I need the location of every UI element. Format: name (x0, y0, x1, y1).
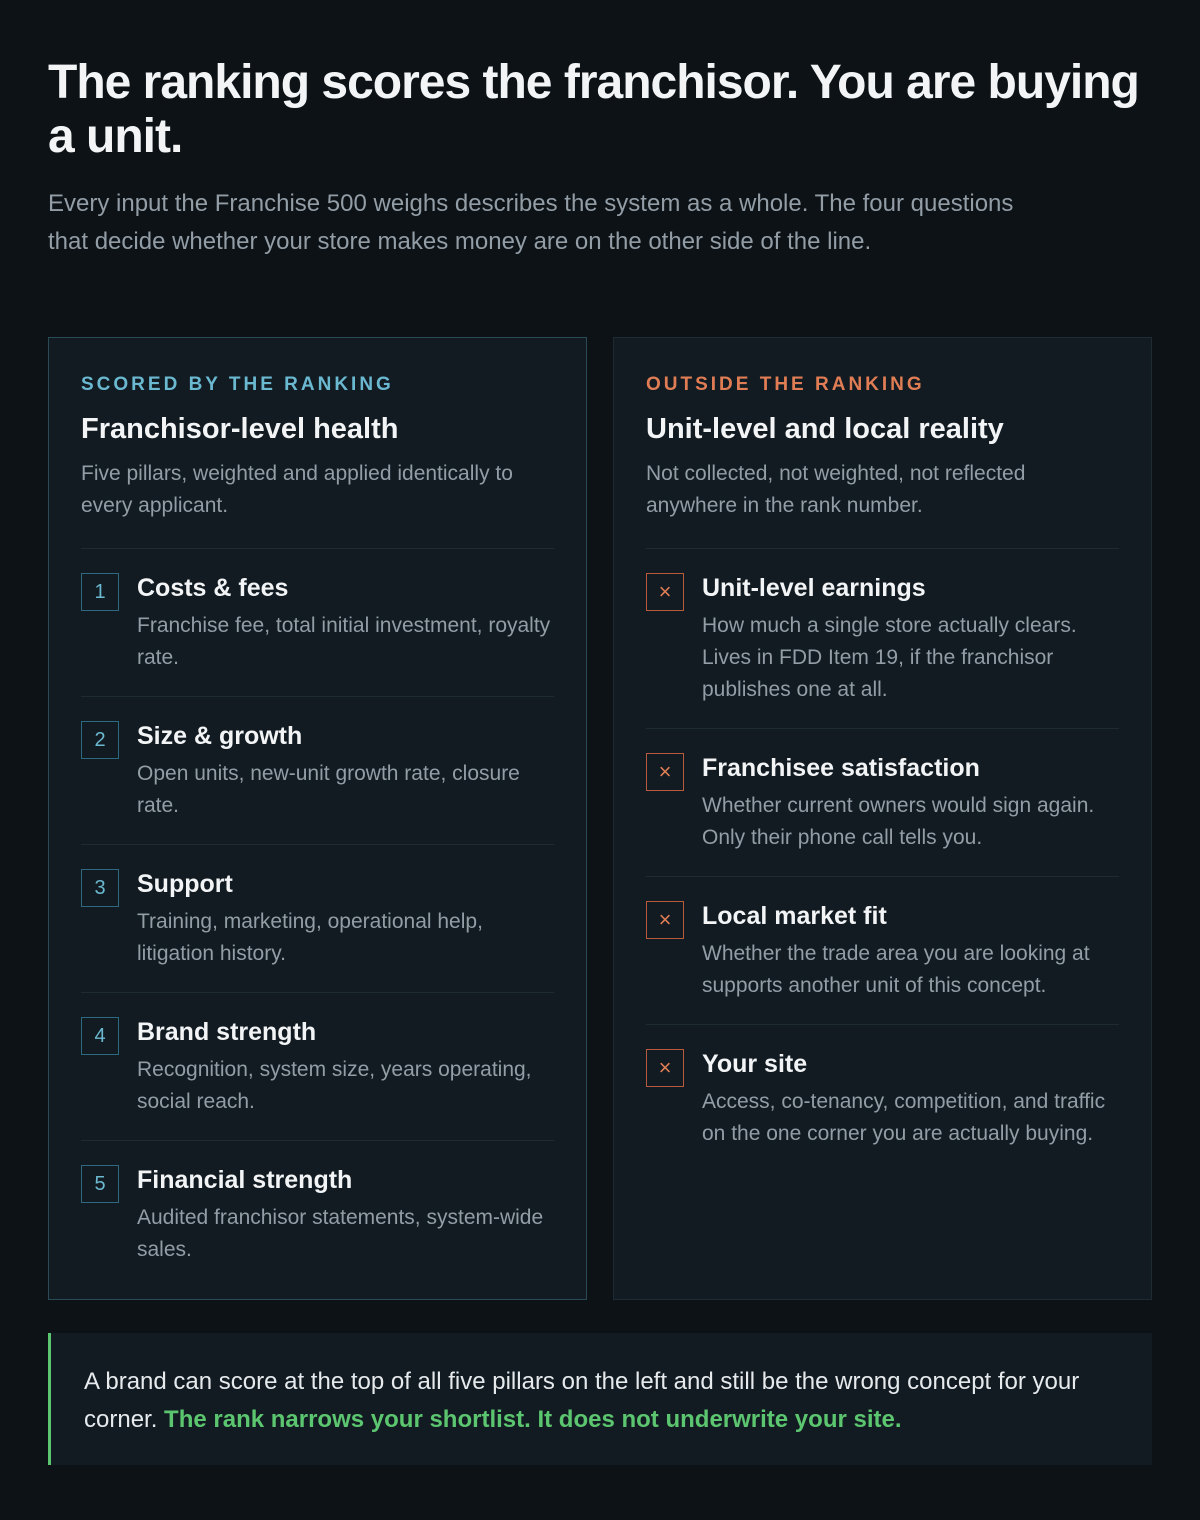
pillar-title: Brand strength (137, 1018, 317, 1046)
outside-card-title: Unit-level and local reality (646, 413, 1004, 445)
pillar-list (81, 548, 554, 1288)
scored-card (48, 337, 587, 1300)
scored-card-title: Franchisor-level health (81, 413, 399, 445)
x-icon: × (646, 573, 684, 611)
pillar-number-badge: 1 (81, 573, 119, 611)
callout-accent: The rank narrows your shortlist. It does not underwrite your site. (164, 1406, 902, 1433)
pillar-title: Costs & fees (137, 574, 289, 602)
excluded-item (646, 876, 1119, 1024)
x-icon: × (646, 901, 684, 939)
pillar-item (81, 992, 554, 1140)
pillar-item (81, 844, 554, 992)
pillar-description: Franchise fee, total initial investment, royalty rate. (137, 614, 551, 669)
pillar-number-badge: 2 (81, 721, 119, 759)
excluded-description: How much a single store actually clears. Lives in FDD Item 19, if the franchisor publishes one at all. (702, 614, 1077, 701)
excluded-list (646, 548, 1119, 1172)
pillar-number-badge: 4 (81, 1017, 119, 1055)
pillar-description: Audited franchisor statements, system-wide sales. (137, 1206, 544, 1261)
excluded-description: Whether the trade area you are looking at supports another unit of this concept. (702, 942, 1090, 997)
excluded-item (646, 728, 1119, 876)
excluded-item (646, 1024, 1119, 1172)
outside-card (613, 337, 1152, 1300)
scored-eyebrow: SCORED BY THE RANKING (81, 374, 394, 395)
pillar-title: Financial strength (137, 1166, 353, 1194)
intro-text: Every input the Franchise 500 weighs describes the system as a whole. The four questions that decide whether your store makes money are on the other side of the line. (48, 190, 1014, 255)
outside-eyebrow: OUTSIDE THE RANKING (646, 374, 925, 395)
pillar-item (81, 696, 554, 844)
excluded-description: Access, co-tenancy, competition, and traffic on the one corner you are actually buying. (702, 1090, 1106, 1145)
excluded-item (646, 548, 1119, 728)
x-icon: × (646, 1049, 684, 1087)
pillar-description: Training, marketing, operational help, litigation history. (137, 910, 483, 965)
pillar-number-badge: 5 (81, 1165, 119, 1203)
excluded-description: Whether current owners would sign again. Only their phone call tells you. (702, 794, 1095, 849)
excluded-title: Franchisee satisfaction (702, 754, 980, 782)
pillar-description: Open units, new-unit growth rate, closure rate. (137, 762, 520, 817)
pillar-item (81, 1140, 554, 1288)
pillar-number-badge: 3 (81, 869, 119, 907)
excluded-title: Unit-level earnings (702, 574, 926, 602)
outside-card-subtitle: Not collected, not weighted, not reflected anywhere in the rank number. (646, 462, 1026, 517)
x-icon: × (646, 753, 684, 791)
scored-card-subtitle: Five pillars, weighted and applied identically to every applicant. (81, 462, 513, 517)
pillar-title: Size & growth (137, 722, 303, 750)
callout-text: A brand can score at the top of all five pillars on the left and still be the wrong concept for your corner. (84, 1368, 1080, 1433)
excluded-title: Local market fit (702, 902, 887, 930)
pillar-item (81, 548, 554, 696)
callout (48, 1333, 1152, 1465)
pillar-description: Recognition, system size, years operating, social reach. (137, 1058, 532, 1113)
page-title: The ranking scores the franchisor. You are buying a unit. (48, 56, 1139, 163)
pillar-title: Support (137, 870, 233, 898)
excluded-title: Your site (702, 1050, 808, 1078)
